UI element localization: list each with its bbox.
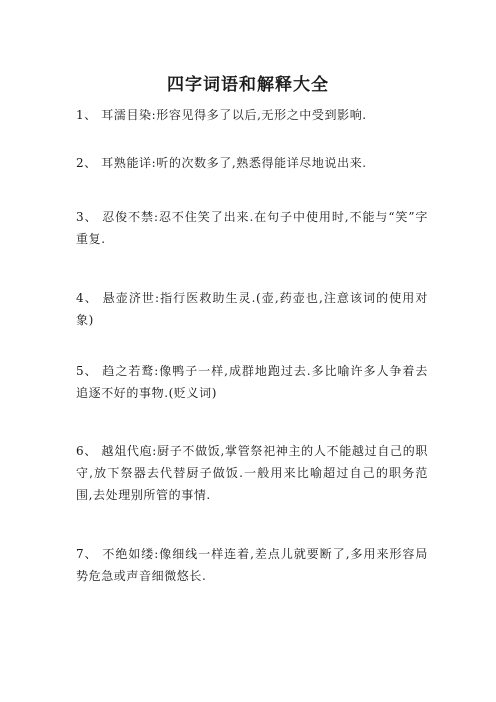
entry-3: 3、 忍俊不禁:忍不住笑了出来.在句子中使用时,不能与“笑”字重复. <box>76 210 428 246</box>
entry-4: 4、 悬壶济世:指行医救助生灵.(壶,药壶也,注意该词的使用对象) <box>76 291 428 327</box>
entry-5: 5、 趋之若鹜:像鸭子一样,成群地跑过去.多比喻许多人争着去追逐不好的事物.(贬义词) <box>76 364 428 400</box>
entry-2: 2、 耳熟能详:听的次数多了,熟悉得能详尽地说出来. <box>76 156 367 170</box>
entry-6: 6、 越俎代庖:厨子不做饭,掌管祭祀神主的人不能越过自己的职守,放下祭器去代替厨子做饭.一般用来比喻超过自己的职务范围,去处理别所管的事情. <box>76 444 428 502</box>
entry-7: 7、 不绝如缕:像细线一样连着,差点儿就要断了,多用来形容局势危急或声音细微悠长. <box>76 547 428 583</box>
document-title: 四字词语和解释大全 <box>167 75 329 95</box>
entry-1: 1、 耳濡目染:形容见得多了以后,无形之中受到影响. <box>76 108 367 122</box>
